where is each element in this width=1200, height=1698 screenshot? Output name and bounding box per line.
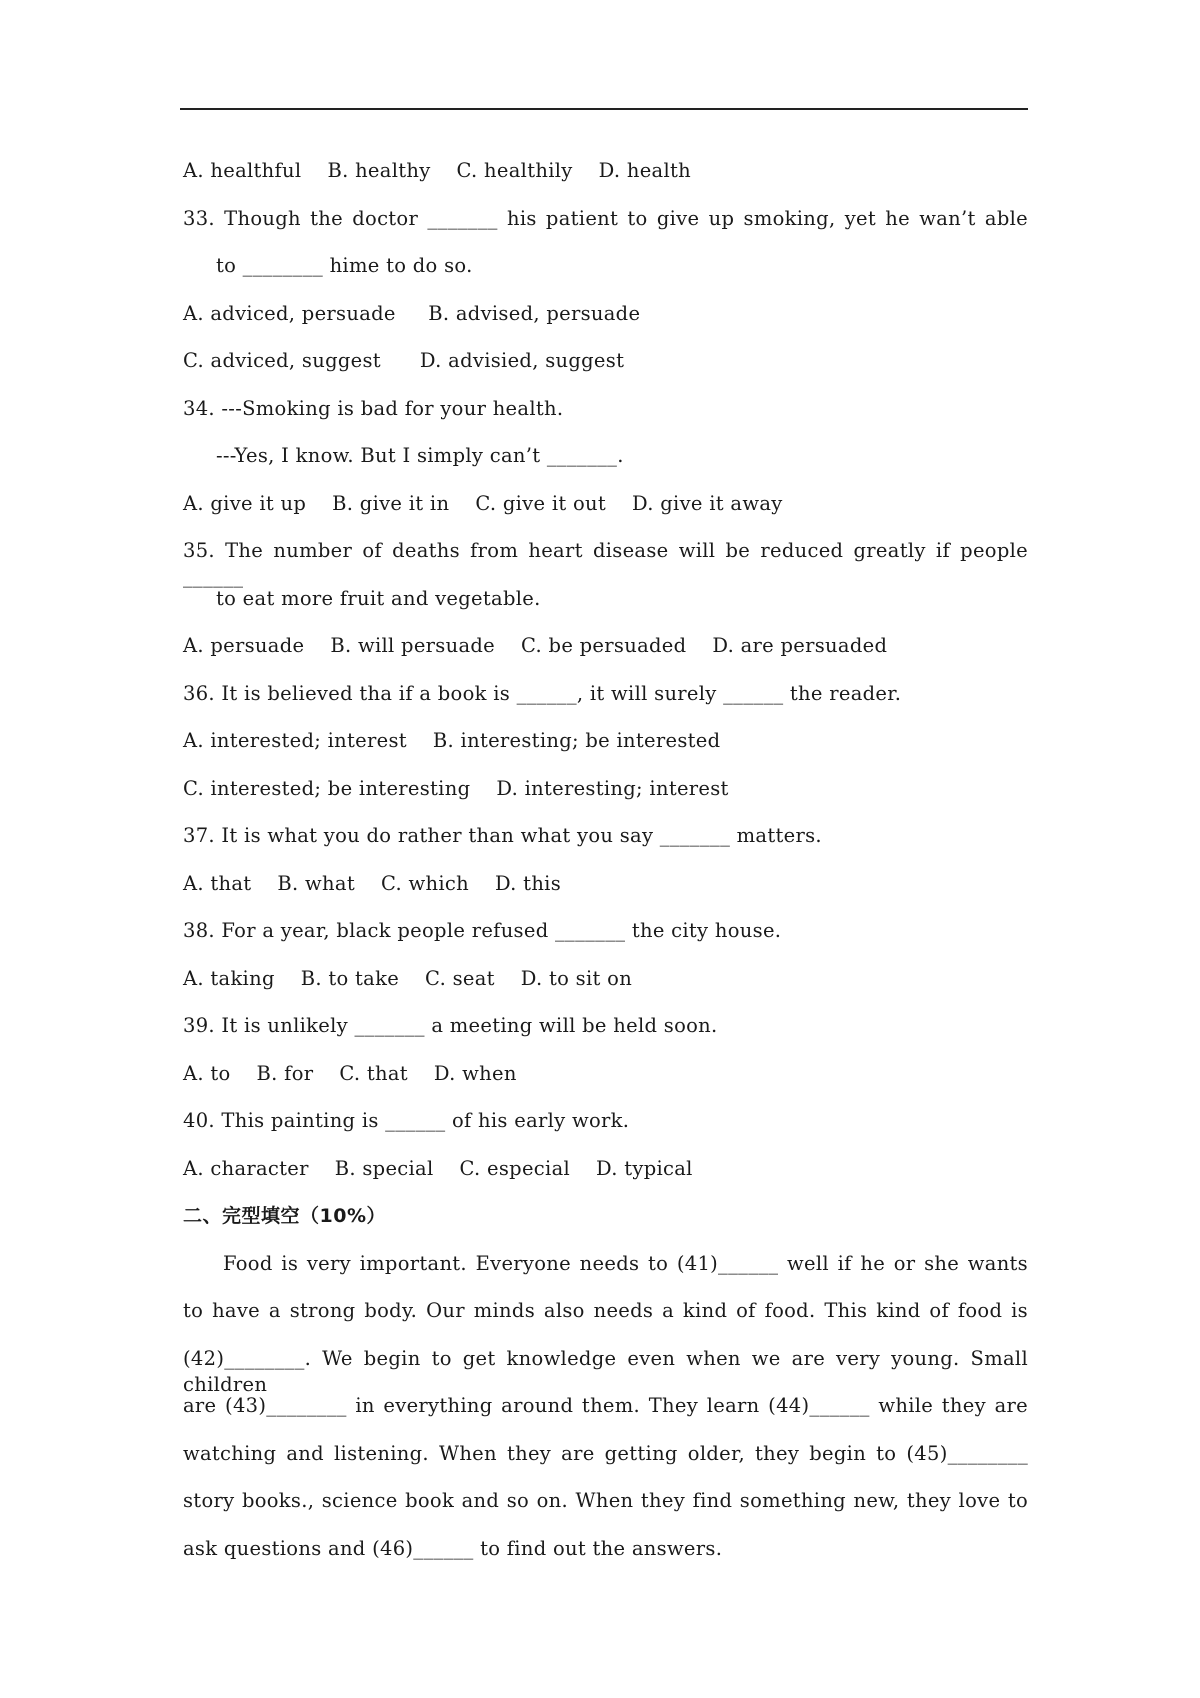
q35-options: A. persuade B. will persuade C. be persuaded D. are persuaded: [183, 634, 888, 657]
q33-question: 33. Though the doctor _______ his patient to give up smoking, yet he wan’t able: [183, 207, 1028, 230]
passage-line-6: story books., science book and so on. When they find something new, they love to: [183, 1489, 1028, 1512]
q36-question: 36. It is believed tha if a book is ______, it will surely ______ the reader.: [183, 682, 902, 705]
header-rule: [180, 108, 1028, 110]
q35-question-continued: to eat more fruit and vegetable.: [216, 587, 541, 610]
q35-question: 35. The number of deaths from heart disease will be reduced greatly if people ______: [183, 539, 1028, 588]
q34-question: 34. ---Smoking is bad for your health.: [183, 397, 564, 420]
q39-options: A. to B. for C. that D. when: [183, 1062, 517, 1085]
passage-line-2: to have a strong body. Our minds also needs a kind of food. This kind of food is: [183, 1299, 1028, 1322]
q38-question: 38. For a year, black people refused _______ the city house.: [183, 919, 782, 942]
q40-options: A. character B. special C. especial D. typical: [183, 1157, 693, 1180]
passage-line-3: (42)________. We begin to get knowledge even when we are very young. Small children: [183, 1347, 1028, 1396]
passage-line-7: ask questions and (46)______ to find out the answers.: [183, 1537, 723, 1560]
q33-question-continued: to ________ hime to do so.: [216, 254, 473, 277]
q38-options: A. taking B. to take C. seat D. to sit on: [183, 967, 633, 990]
q32-options: A. healthful B. healthy C. healthily D. health: [183, 159, 691, 182]
q39-question: 39. It is unlikely _______ a meeting will be held soon.: [183, 1014, 718, 1037]
passage-line-1: Food is very important. Everyone needs to (41)______ well if he or she wants: [223, 1252, 1028, 1275]
q34-options: A. give it up B. give it in C. give it out D. give it away: [183, 492, 783, 515]
q40-question: 40. This painting is ______ of his early work.: [183, 1109, 630, 1132]
q33-options-cd: C. adviced, suggest D. advisied, suggest: [183, 349, 625, 372]
section-heading: 二、完型填空（10%）: [183, 1205, 386, 1227]
q37-options: A. that B. what C. which D. this: [183, 872, 562, 895]
passage-line-5: watching and listening. When they are getting older, they begin to (45)________: [183, 1442, 1028, 1465]
q34-reply: ---Yes, I know. But I simply can’t _______.: [216, 444, 624, 467]
q36-options-ab: A. interested; interest B. interesting; be interested: [183, 729, 721, 752]
q36-options-cd: C. interested; be interesting D. interesting; interest: [183, 777, 729, 800]
q33-options-ab: A. adviced, persuade B. advised, persuade: [183, 302, 641, 325]
passage-line-4: are (43)________ in everything around them. They learn (44)______ while they are: [183, 1394, 1028, 1417]
q37-question: 37. It is what you do rather than what you say _______ matters.: [183, 824, 822, 847]
